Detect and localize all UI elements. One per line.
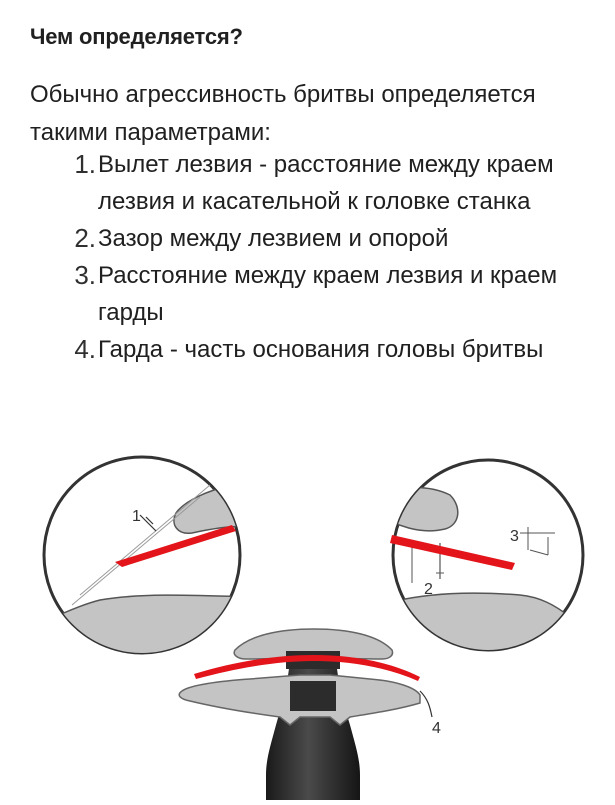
right-zoom-circle bbox=[380, 460, 583, 655]
list-item-text: Зазор между лезвием и опорой bbox=[98, 225, 449, 252]
section-heading: Чем определяется? bbox=[30, 24, 243, 49]
list-item-number: 3. bbox=[74, 260, 96, 290]
intro-paragraph: Обычно агрессивность бритвы определяется такими параметрами: bbox=[30, 81, 536, 146]
razor-head-diagram bbox=[0, 455, 615, 800]
right-cap-shape bbox=[380, 488, 458, 531]
label-one: 1 bbox=[132, 508, 141, 525]
label-three: 3 bbox=[510, 528, 519, 545]
guard-pointer bbox=[420, 691, 432, 717]
list-item bbox=[30, 220, 600, 257]
razor-diagram-svg bbox=[0, 455, 615, 800]
list-item-number: 1. bbox=[74, 149, 96, 179]
label-two: 2 bbox=[424, 581, 433, 598]
list-item-text: Расстояние между краем лезвия и краем гарды bbox=[98, 262, 558, 326]
left-zoom-circle bbox=[40, 457, 250, 665]
list-item-number: 4. bbox=[74, 334, 96, 364]
list-item bbox=[30, 257, 600, 331]
list-item bbox=[30, 331, 600, 368]
list-item-number: 2. bbox=[74, 223, 96, 253]
list-item-text: Вылет лезвия - расстояние между краем лезвия и касательной к головке станка bbox=[98, 151, 554, 215]
parameters-list bbox=[30, 146, 600, 368]
list-item-text: Гарда - часть основания головы бритвы bbox=[98, 336, 544, 363]
list-item bbox=[30, 146, 600, 220]
label-four: 4 bbox=[432, 720, 441, 737]
razor-head bbox=[179, 629, 441, 800]
